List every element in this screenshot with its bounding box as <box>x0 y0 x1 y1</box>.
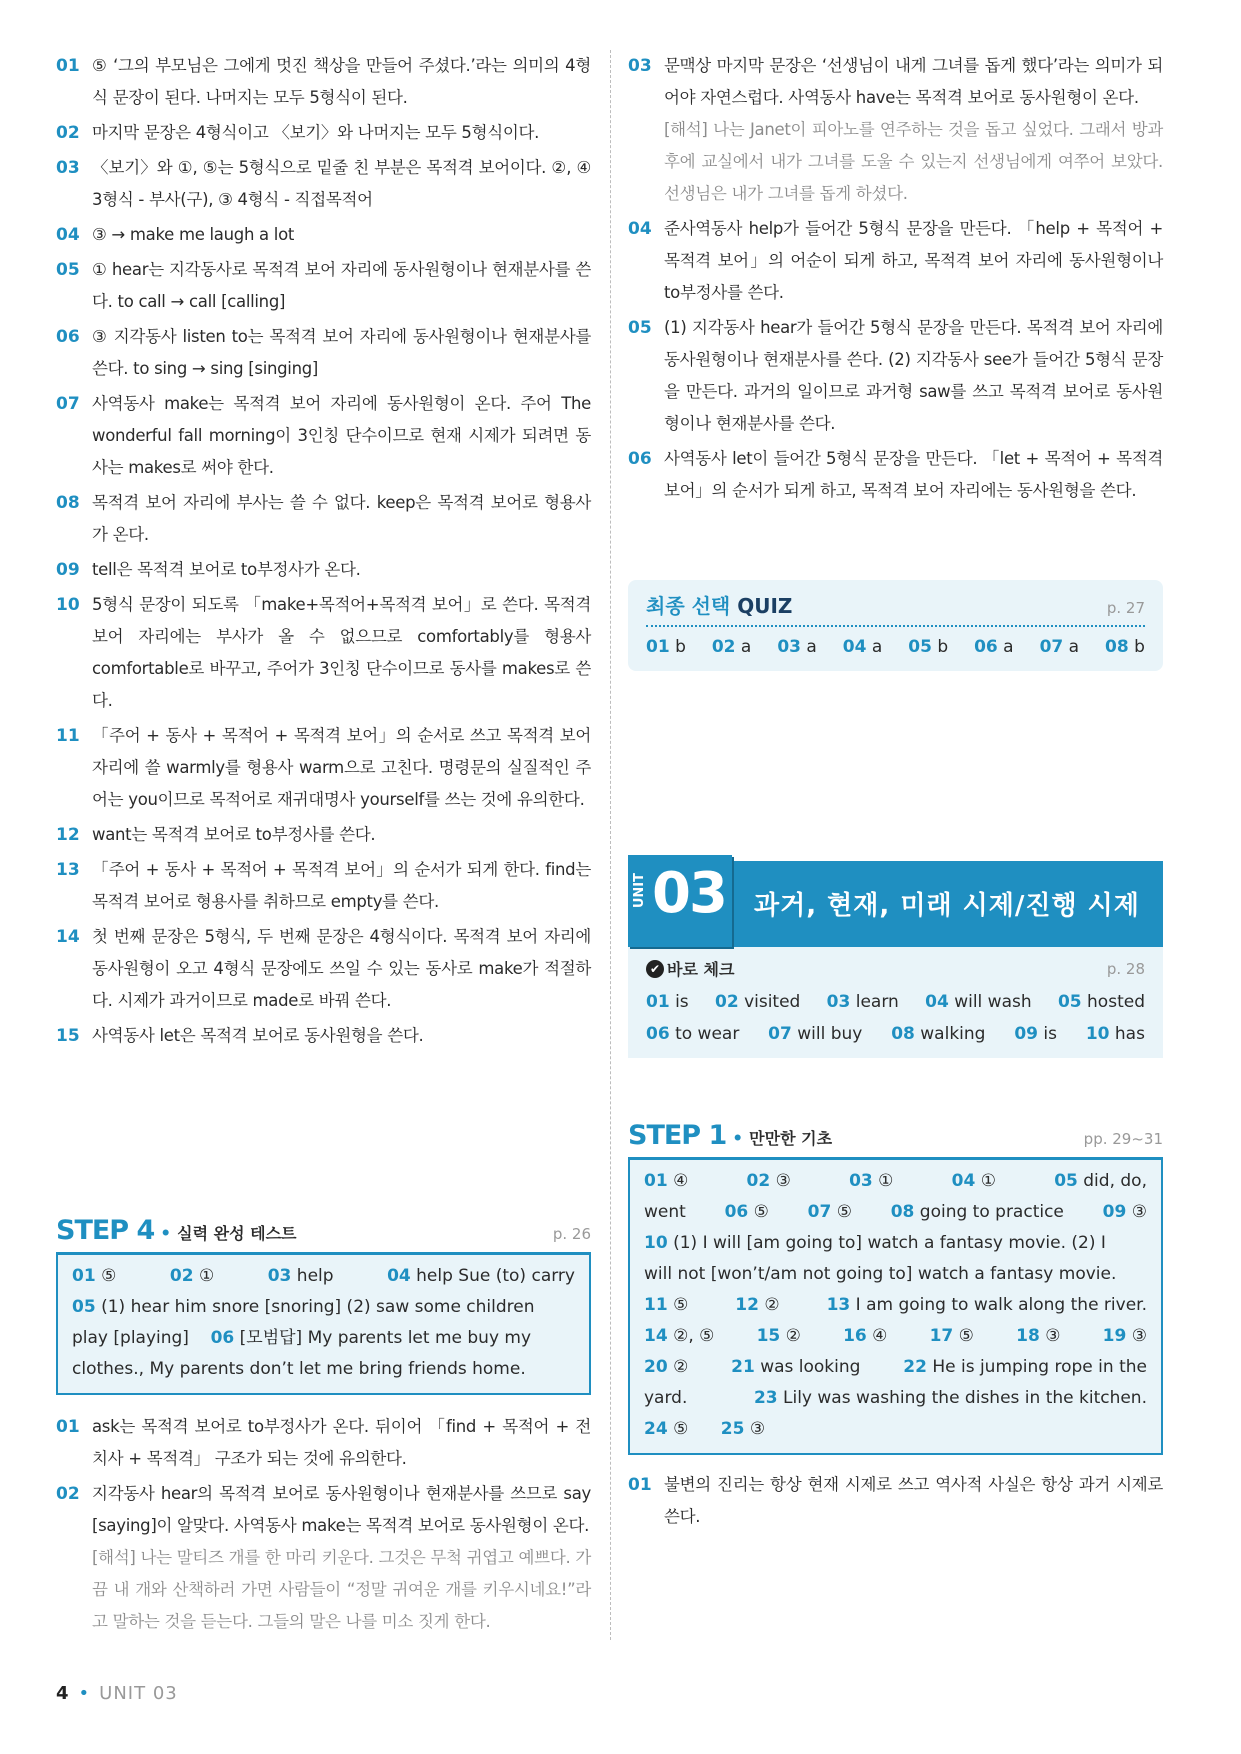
note-item <box>56 554 591 586</box>
note-number: 03 <box>56 158 80 178</box>
answer-item: 11 ⑤ <box>644 1295 689 1315</box>
note-text: ⑤ ‘그의 부모님은 그에게 멋진 책상을 만들어 주셨다.’라는 의미의 4형식 문장이 된다. 나머지는 모두 5형식이 된다. <box>92 56 591 107</box>
answer-value: went <box>644 1202 686 1222</box>
answer-item: 08 walking <box>891 1024 986 1044</box>
answer-value: ① <box>198 1266 215 1286</box>
answer-item: 15 ② <box>756 1326 801 1346</box>
note-text: 사역동사 let이 들어간 5형식 문장을 만든다. 「let + 목적어 + 목적격 보어」의 순서가 되게 하고, 목적격 보어 자리에는 동사원형을 쓴다. <box>664 449 1163 500</box>
answer-line <box>644 1352 1147 1383</box>
note-number: 02 <box>56 123 80 143</box>
step1-answer-box <box>628 1157 1163 1455</box>
answer-number: 02 <box>169 1266 194 1286</box>
answer-item: 07 ⑤ <box>807 1202 852 1222</box>
bullet-icon: • <box>78 1683 90 1704</box>
check-row <box>646 1024 1145 1044</box>
note-item <box>56 854 591 918</box>
answer-item: 17 ⑤ <box>929 1326 974 1346</box>
answer-line <box>644 1290 1147 1321</box>
note-item <box>628 312 1163 440</box>
note-text: ③ → make me laugh a lot <box>92 225 295 244</box>
note-number: 14 <box>56 927 80 947</box>
note-item <box>56 720 591 816</box>
answer-item: 19 ③ <box>1102 1326 1147 1346</box>
note-item <box>56 254 591 318</box>
page-footer <box>56 1683 178 1704</box>
answer-item: 10 has <box>1085 1024 1145 1044</box>
note-item <box>56 921 591 1017</box>
note-item <box>56 117 591 149</box>
answer-line <box>644 1197 1147 1228</box>
note-number: 10 <box>56 595 80 615</box>
answer-item: 01 is <box>646 992 689 1012</box>
note-text: (1) 지각동사 hear가 들어간 5형식 문장을 만든다. 목적격 보어 자리에 동사원형이나 현재분사를 쓴다. (2) 지각동사 see가 들어간 5형식 문장을 만든다. 과거의 일이므로 과거형 saw를 쓰고 목적격 보어로 동사원형이나 현재분사를 쓴다. <box>664 318 1163 433</box>
answer-item: 13 I am going to walk along the river. <box>826 1295 1147 1315</box>
note-number: 11 <box>56 726 80 746</box>
answer-item: 06 to wear <box>646 1024 740 1044</box>
step4-answer-box <box>56 1252 591 1395</box>
note-number: 01 <box>56 1417 80 1437</box>
note-number: 02 <box>56 1484 80 1504</box>
answer-item: 06 a <box>974 637 1014 657</box>
check-row <box>646 992 1145 1012</box>
step1-page-ref: pp. 29~31 <box>1083 1130 1163 1148</box>
note-number: 13 <box>56 860 80 880</box>
answer-value: [모범답] My parents let me buy my <box>239 1328 532 1348</box>
answer-item: 01 b <box>646 637 686 657</box>
note-item <box>56 388 591 484</box>
left-column <box>56 50 591 1641</box>
footer-unit: UNIT 03 <box>99 1683 178 1704</box>
answer-line: yard. 23 Lily was washing the dishes in the kitchen. <box>644 1388 1147 1408</box>
note-item <box>56 321 591 385</box>
bullet-icon: • <box>160 1224 172 1244</box>
note-text: ③ 지각동사 listen to는 목적격 보어 자리에 동사원형이나 현재분사를 쓴다. to sing → sing [singing] <box>92 327 591 378</box>
note-text: want는 목적격 보어로 to부정사를 쓴다. <box>92 825 376 844</box>
note-item <box>56 219 591 251</box>
note-text: 마지막 문장은 4형식이고 〈보기〉와 나머지는 모두 5형식이다. <box>92 123 540 142</box>
answer-item: 04 will wash <box>925 992 1032 1012</box>
check-title: 바로 체크 <box>667 960 735 979</box>
answer-item: 18 ③ <box>1016 1326 1061 1346</box>
answer-item: 09 is <box>1014 1024 1057 1044</box>
quiz-title: 최종 선택 QUIZ <box>646 594 793 618</box>
note-text: 문맥상 마지막 문장은 ‘선생님이 내게 그녀를 돕게 했다’라는 의미가 되어야 자연스럽다. 사역동사 have는 목적격 보어로 동사원형이 온다. [해석] 나는 Janet이 피아노를 연주하는 것을 돕고 싶었다. 그래서 방과 후에 교실에서 내가 그녀를 도울 수 있는지 선생님에게 여쭈어 보았다. 선생님은 내가 그녀를 돕게 하셨다. <box>664 50 1163 210</box>
note-number: 05 <box>628 318 652 338</box>
answer-item: 16 ④ <box>843 1326 888 1346</box>
note-item <box>56 819 591 851</box>
check-icon: ✔ <box>646 960 664 978</box>
note-text: 「주어 + 동사 + 목적어 + 목적격 보어」의 순서가 되게 한다. find는 목적격 보어로 형용사를 취하므로 empty를 쓴다. <box>92 860 591 911</box>
note-number: 15 <box>56 1026 80 1046</box>
note-number: 03 <box>628 56 652 76</box>
note-number: 07 <box>56 394 80 414</box>
unit-label: UNIT <box>632 873 647 909</box>
note-text: 5형식 문장이 되도록 「make+목적어+목적격 보어」로 쓴다. 목적격 보어 자리에는 부사가 올 수 없으므로 comfortably를 형용사 comfortable로 바꾸고, 주어가 3인칭 단수이므로 동사를 makes로 쓴다. <box>92 595 591 710</box>
answer-item: 03 a <box>777 637 817 657</box>
quiz-page-ref: p. 27 <box>1106 599 1145 617</box>
note-number: 06 <box>628 449 652 469</box>
answer-number: 06 <box>210 1328 235 1348</box>
answer-line: 10 (1) I will [am going to] watch a fantasy movie. (2) I <box>644 1233 1106 1253</box>
answer-item: 03 learn <box>826 992 899 1012</box>
step4-page-ref: p. 26 <box>552 1225 591 1243</box>
answer-item: 22 He is jumping rope in the <box>903 1357 1147 1377</box>
step1-section <box>628 1120 1163 1533</box>
answer-item: 08 b <box>1105 637 1145 657</box>
answer-value: ⑤ <box>101 1266 117 1286</box>
answer-item: 04 a <box>842 637 883 657</box>
note-number: 04 <box>56 225 80 245</box>
note-text: 목적격 보어 자리에 부사는 쓸 수 없다. keep은 목적격 보어로 형용사가 온다. <box>92 493 591 544</box>
answer-item: 05 hosted <box>1057 992 1145 1012</box>
answer-item: 21 was looking <box>731 1357 861 1377</box>
note-number: 04 <box>628 219 652 239</box>
answer-item: 02 a <box>711 637 752 657</box>
answer-item: 05 did, do, <box>1054 1171 1147 1191</box>
note-text: 사역동사 make는 목적격 보어 자리에 동사원형이 온다. 주어 The wonderful fall morning이 3인칭 단수이므로 현재 시제가 되려면 동사는 makes로 써야 한다. <box>92 394 591 477</box>
right-notes-list <box>628 50 1163 507</box>
note-item <box>628 443 1163 507</box>
check-box <box>628 947 1163 1058</box>
step4-notes-list <box>56 1411 591 1638</box>
answer-item: 02 ③ <box>746 1171 791 1191</box>
note-item <box>628 50 1163 210</box>
note-text: tell은 목적격 보어로 to부정사가 온다. <box>92 560 361 579</box>
answer-line <box>644 1321 1147 1352</box>
note-text: ask는 목적격 보어로 to부정사가 온다. 뒤이어 「find + 목적어 + 전치사 + 목적격」 구조가 되는 것에 유의한다. <box>92 1417 591 1468</box>
answer-line: will not [won’t/am not going to] watch a fantasy movie. <box>644 1264 1117 1284</box>
note-text: 지각동사 hear의 목적격 보어로 동사원형이나 현재분사를 쓰므로 say [saying]이 알맞다. 사역동사 make는 목적격 보어로 동사원형이 온다. [해석] 나는 말티즈 개를 한 마리 키운다. 그것은 무척 귀엽고 예쁘다. 가끔 내 개와 산책하러 가면 사람들이 “정말 귀여운 개를 키우시네요!”라고 말하는 것을 듣는다. 그들의 말은 나를 미소 짓게 한다. <box>92 1478 591 1638</box>
right-column <box>628 50 1163 1536</box>
answer-item: 25 ③ <box>720 1419 766 1439</box>
note-text: 「주어 + 동사 + 목적어 + 목적격 보어」의 순서로 쓰고 목적격 보어 자리에 쓸 warmly를 형용사 warm으로 고친다. 명령문의 실질적인 주어는 you이므로 목적어로 재귀대명사 yourself를 쓰는 것에 유의한다. <box>92 726 591 809</box>
note-item <box>56 1478 591 1638</box>
step4-section <box>56 1215 591 1638</box>
note-number: 08 <box>56 493 80 513</box>
answer-item: 12 ② <box>735 1295 780 1315</box>
column-divider <box>610 50 611 1640</box>
note-item <box>56 487 591 551</box>
answer-value: play [playing] <box>72 1328 189 1348</box>
answer-line <box>644 1414 1147 1445</box>
bullet-icon: • <box>732 1129 744 1149</box>
translation-text: [해석] 나는 말티즈 개를 한 마리 키운다. 그것은 무척 귀엽고 예쁘다. 가끔 내 개와 산책하러 가면 사람들이 “정말 귀여운 개를 키우시네요!”라고 말하는 것을 듣는다. 그들의 말은 나를 미소 짓게 한다. <box>92 1548 591 1631</box>
answer-value: (1) hear him snore [snoring] (2) saw some children <box>101 1297 535 1317</box>
answer-value: help <box>296 1266 334 1286</box>
answer-item: 05 b <box>908 637 949 657</box>
note-text: 〈보기〉와 ①, ⑤는 5형식으로 밑줄 친 부분은 목적격 보어이다. ②, ④ 3형식 - 부사(구), ③ 4형식 - 직접목적어 <box>92 158 591 209</box>
step4-word: STEP 4 <box>56 1215 155 1246</box>
answer-item: 04 ① <box>951 1171 996 1191</box>
answer-item: 24 ⑤ <box>644 1419 689 1439</box>
note-text: 불변의 진리는 항상 현재 시제로 쓰고 역사적 사실은 항상 과거 시제로 쓴다. <box>664 1475 1163 1526</box>
step1-header <box>628 1120 1163 1151</box>
quiz-answers <box>646 637 1145 657</box>
note-number: 01 <box>56 56 80 76</box>
unit-section <box>628 861 1163 1058</box>
note-number: 12 <box>56 825 80 845</box>
left-notes-list <box>56 50 591 1052</box>
note-item <box>56 589 591 717</box>
answer-number: 04 <box>387 1266 411 1286</box>
answer-item: 07 a <box>1039 637 1080 657</box>
answer-number: 01 <box>72 1266 96 1286</box>
answer-item: 02 visited <box>714 992 801 1012</box>
answer-number: 05 <box>72 1297 96 1317</box>
answer-value: help Sue (to) carry <box>416 1266 575 1286</box>
note-text: 첫 번째 문장은 5형식, 두 번째 문장은 4형식이다. 목적격 보어 자리에 동사원형이 오고 4형식 문장에도 쓰일 수 있는 동사로 make가 적절하다. 시제가 과거이므로 made로 바꿔 쓴다. <box>92 927 591 1010</box>
note-number: 09 <box>56 560 80 580</box>
answer-item: 09 ③ <box>1102 1202 1147 1222</box>
step1-notes-list <box>628 1469 1163 1533</box>
note-number: 01 <box>628 1475 652 1495</box>
answer-item: 14 ②, ⑤ <box>644 1326 715 1346</box>
answer-item: 01 ④ <box>644 1171 689 1191</box>
note-item <box>628 213 1163 309</box>
unit-banner <box>628 861 1163 947</box>
quiz-box <box>628 580 1163 671</box>
note-text: 사역동사 let은 목적격 보어로 동사원형을 쓴다. <box>92 1026 424 1045</box>
answer-item: 08 going to practice <box>890 1202 1064 1222</box>
note-item <box>56 152 591 216</box>
answer-item: 07 will buy <box>768 1024 863 1044</box>
note-number: 05 <box>56 260 80 280</box>
answer-item: 20 ② <box>644 1357 689 1377</box>
page-number: 4 <box>56 1683 69 1704</box>
answer-item: 06 ⑤ <box>724 1202 769 1222</box>
note-item <box>56 1020 591 1052</box>
unit-title: 과거, 현재, 미래 시제/진행 시제 <box>754 891 1140 921</box>
step4-subtitle: 실력 완성 테스트 <box>177 1224 297 1243</box>
check-page-ref: p. 28 <box>1106 959 1145 978</box>
note-item <box>56 50 591 114</box>
answer-value: clothes., My parents don’t let me bring friends home. <box>72 1359 526 1379</box>
note-number: 06 <box>56 327 80 347</box>
step1-subtitle: 만만한 기초 <box>749 1129 833 1148</box>
note-item <box>56 1411 591 1475</box>
step4-header <box>56 1215 591 1246</box>
note-text: ① hear는 지각동사로 목적격 보어 자리에 동사원형이나 현재분사를 쓴다. to call → call [calling] <box>92 260 591 311</box>
unit-number: 03 <box>652 861 726 926</box>
unit-tag <box>628 855 732 947</box>
note-item <box>628 1469 1163 1533</box>
step1-word: STEP 1 <box>628 1120 727 1151</box>
note-text: 준사역동사 help가 들어간 5형식 문장을 만든다. 「help + 목적어 + 목적격 보어」의 어순이 되게 하고, 목적격 보어 자리에 동사원형이나 to부정사를 쓴다. <box>664 219 1163 302</box>
answer-line <box>644 1166 1147 1197</box>
answer-number: 03 <box>267 1266 292 1286</box>
answer-item: 03 ① <box>849 1171 894 1191</box>
translation-text: [해석] 나는 Janet이 피아노를 연주하는 것을 돕고 싶었다. 그래서 방과 후에 교실에서 내가 그녀를 도울 수 있는지 선생님에게 여쭈어 보았다. 선생님은 내가 그녀를 돕게 하셨다. <box>664 120 1163 203</box>
